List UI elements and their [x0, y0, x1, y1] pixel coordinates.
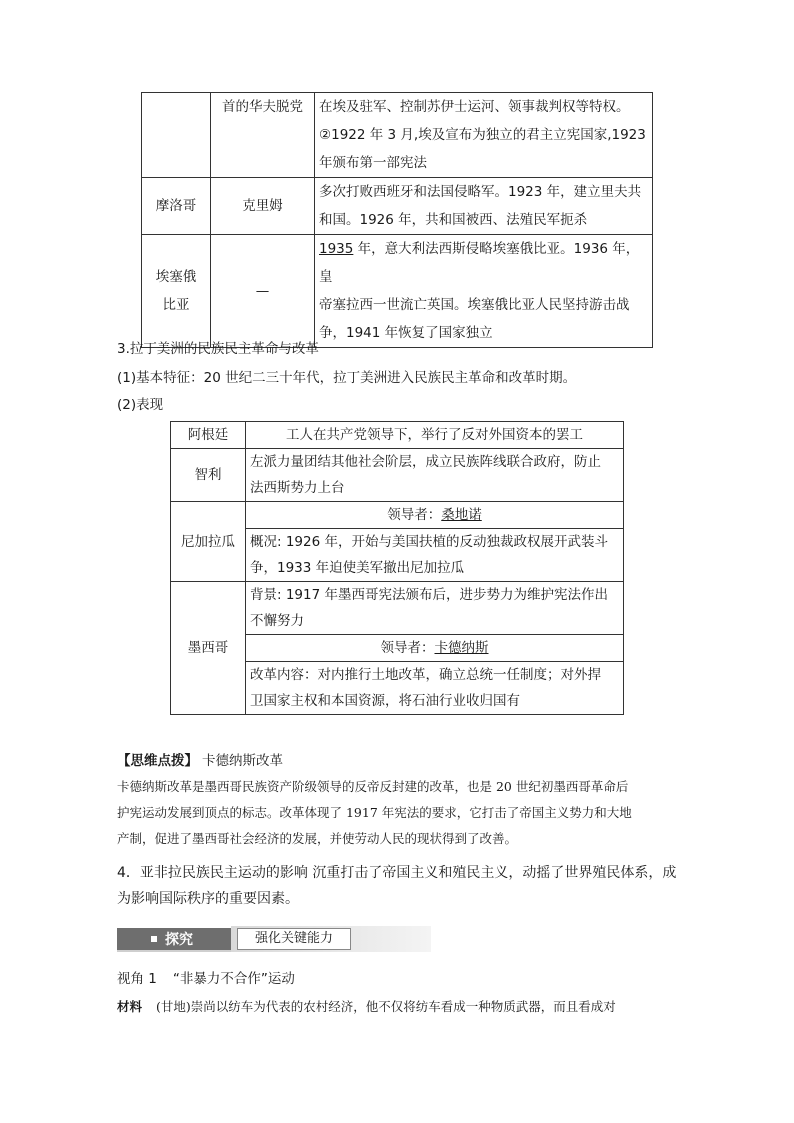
table-row	[171, 449, 624, 502]
content-line: ②1922 年 3 月,埃及宣布为独立的君主立宪国家,1923	[319, 127, 646, 143]
section-heading: 3.拉丁美洲的民族民主革命与改革	[117, 341, 319, 357]
year-underlined: 1935	[319, 241, 354, 257]
content-line: 和国。1926 年，共和国被西、法殖民军扼杀	[319, 212, 588, 228]
table-cell-country: 墨西哥	[171, 582, 246, 715]
content-line: 在埃及驻军、控制苏伊士运河、领事裁判权等特权。	[319, 99, 630, 115]
content-text: 年，意大利法西斯侵略埃塞俄比亚。1936 年，皇	[319, 241, 640, 285]
material-text: (甘地)崇尚以纺车为代表的农村经济，他不仅将纺车看成一种物质武器，而且看成对	[156, 999, 616, 1014]
thinking-label: 【思维点拨】	[117, 753, 198, 769]
content-line	[319, 235, 648, 291]
content-line: 左派力量团结其他社会阶层，成立民族阵线联合政府，防止	[250, 454, 601, 470]
angle-title: “非暴力不合作”运动	[172, 971, 295, 987]
table-cell-content: 工人在共产党领导下，举行了反对外国资本的罢工	[246, 422, 624, 449]
subheading-biaoxian: (2)表现	[117, 397, 164, 413]
material-paragraph	[117, 996, 616, 1018]
table-cell-leader: —	[211, 235, 315, 348]
table-cell-country: 尼加拉瓜	[171, 502, 246, 582]
table-cell-content	[246, 449, 624, 502]
table-cell-country	[142, 93, 211, 178]
point-4-line: 为影响国际秩序的重要因素。	[117, 891, 299, 907]
point-4-line: 4．亚非拉民族民主运动的影响 沉重打击了帝国主义和殖民主义，动摇了世界殖民体系，成	[117, 865, 677, 881]
latin-america-table	[170, 421, 624, 715]
table-cell-leader	[211, 93, 315, 178]
country-line: 埃塞俄	[155, 269, 197, 285]
content-line: 帝塞拉西一世流亡英国。埃塞俄比亚人民坚持游击战	[319, 297, 630, 313]
content-line: 多次打败西班牙和法国侵略军。1923 年，建立里夫共	[319, 184, 642, 200]
table-cell-leader: 克里姆	[211, 178, 315, 235]
thinking-line: 护宪运动发展到顶点的标志。改革体现了 1917 年宪法的要求，它打击了帝国主义势力和大地	[117, 805, 632, 820]
angle-heading	[117, 968, 295, 990]
thinking-heading	[117, 750, 283, 772]
table-row	[171, 422, 624, 449]
thinking-line: 产制，促进了墨西哥社会经济的发展，并使劳动人民的现状得到了改善。	[117, 831, 518, 846]
banner-subtitle: 强化关键能力	[237, 928, 351, 950]
leader-name: 卡德纳斯	[434, 640, 489, 656]
angle-label: 视角 1	[117, 971, 157, 987]
banner-title: 探究	[165, 932, 193, 948]
leader-label: 领导者：	[380, 640, 435, 656]
content-line: 背景: 1917 年墨西哥宪法颁布后，进步势力为维护宪法作出	[250, 587, 608, 603]
table-cell-country	[142, 235, 211, 348]
content-line: 概况: 1926 年，开始与美国扶植的反动独裁政权展开武装斗	[250, 534, 608, 550]
country-line: 比亚	[162, 297, 190, 313]
basic-feature: (1)基本特征：20 世纪二三十年代，拉丁美洲进入民族民主革命和改革时期。	[117, 370, 577, 386]
table-cell-leader	[246, 502, 624, 529]
table-row	[142, 235, 653, 348]
content-line: 不懈努力	[250, 613, 304, 629]
leader-name: 桑地诺	[441, 507, 482, 523]
table-cell-content	[246, 662, 624, 715]
table-cell-country: 摩洛哥	[142, 178, 211, 235]
content-line: 年颁布第一部宪法	[319, 155, 427, 171]
table-row	[142, 93, 653, 178]
table-cell-content	[246, 529, 624, 582]
table-cell-leader	[246, 635, 624, 662]
content-line: 争，1933 年迫使美军撤出尼加拉瓜	[250, 560, 465, 576]
africa-movements-table	[141, 92, 653, 348]
leader-label: 领导者：	[387, 507, 442, 523]
section-banner	[117, 926, 431, 952]
point-4	[117, 860, 676, 912]
thinking-title: 卡德纳斯改革	[202, 753, 283, 769]
leader-text: 首的华夫脱党	[222, 99, 303, 115]
table-row	[171, 502, 624, 529]
thinking-line: 卡德纳斯改革是墨西哥民族资产阶级领导的反帝反封建的改革，也是 20 世纪初墨西哥革命后	[117, 779, 629, 794]
thinking-body	[117, 774, 682, 852]
table-cell-content	[315, 93, 653, 178]
content-line: 法西斯势力上台	[250, 480, 345, 496]
content-line: 争，1941 年恢复了国家独立	[319, 325, 493, 341]
table-cell-content	[246, 582, 624, 635]
table-row	[171, 582, 624, 635]
material-label: 材料	[117, 999, 143, 1014]
table-cell-content	[315, 178, 653, 235]
table-row	[142, 178, 653, 235]
content-line: 改革内容：对内推行土地改革，确立总统一任制度；对外捍	[250, 667, 601, 683]
table-cell-country: 阿根廷	[171, 422, 246, 449]
content-line: 卫国家主权和本国资源，将石油行业收归国有	[250, 693, 520, 709]
table-cell-country: 智利	[171, 449, 246, 502]
table-cell-content	[315, 235, 653, 348]
square-bullet-icon	[151, 936, 157, 942]
